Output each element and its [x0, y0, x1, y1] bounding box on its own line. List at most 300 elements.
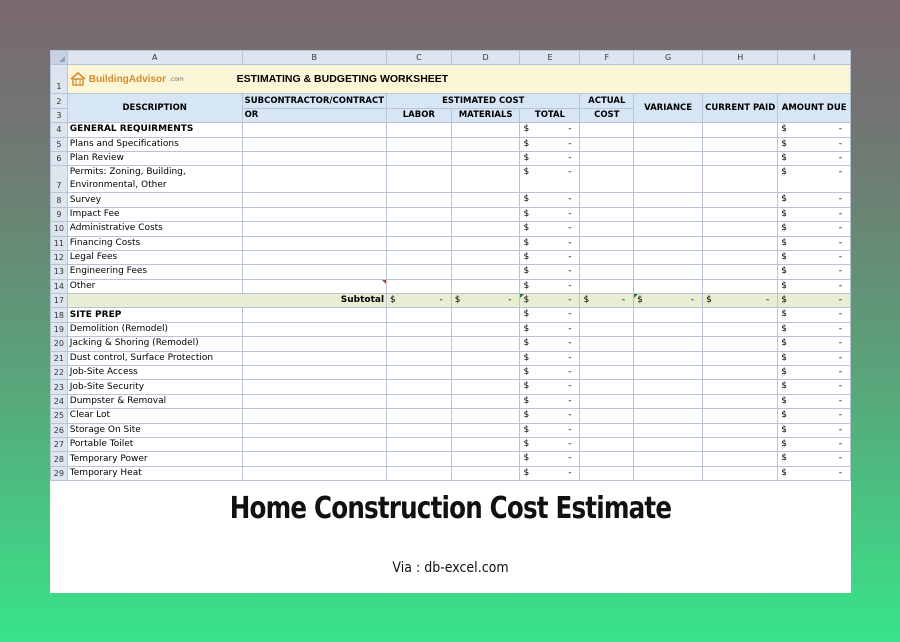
amount-due-cell[interactable]: [778, 322, 851, 336]
materials-cell[interactable]: [451, 351, 520, 365]
column-header-c[interactable]: C: [387, 51, 452, 65]
current-paid-cell[interactable]: [703, 207, 778, 221]
subcontractor-cell[interactable]: [242, 409, 386, 423]
total-cell[interactable]: [520, 137, 580, 151]
variance-cell[interactable]: [634, 279, 703, 293]
variance-cell[interactable]: [634, 337, 703, 351]
variance-cell[interactable]: [634, 466, 703, 480]
description-cell[interactable]: Dumpster & Removal: [67, 394, 242, 408]
select-all-corner[interactable]: [51, 51, 68, 65]
current-paid-cell[interactable]: [703, 265, 778, 279]
materials-header[interactable]: MATERIALS: [451, 108, 520, 122]
amount-due-cell[interactable]: [778, 151, 851, 165]
zero-dash: -: [568, 208, 572, 219]
amount-due-cell[interactable]: [778, 394, 851, 408]
total-cell[interactable]: [520, 308, 580, 322]
description-cell[interactable]: Temporary Power: [67, 452, 242, 466]
subcontractor-cell[interactable]: [242, 366, 386, 380]
currency-symbol: $: [781, 395, 788, 406]
variance-cell[interactable]: [634, 222, 703, 236]
actual-cost-cell[interactable]: [580, 151, 634, 165]
variance-cell[interactable]: [634, 437, 703, 451]
total-subtotal[interactable]: [520, 294, 580, 308]
amount-due-header[interactable]: AMOUNT DUE: [778, 94, 851, 123]
description-cell[interactable]: SITE PREP: [67, 308, 242, 322]
currency-symbol: $: [781, 295, 788, 306]
total-cell[interactable]: [520, 123, 580, 137]
column-header-f[interactable]: F: [580, 51, 634, 65]
subcontractor-cell[interactable]: [242, 207, 386, 221]
labor-cell[interactable]: [387, 409, 452, 423]
actual-cost-cell[interactable]: [580, 452, 634, 466]
current-paid-cell[interactable]: [703, 322, 778, 336]
actual-cost-cell[interactable]: [580, 394, 634, 408]
currency-symbol: $: [523, 208, 530, 219]
table-row: [51, 380, 851, 394]
current-paid-cell[interactable]: [703, 137, 778, 151]
total-cell[interactable]: [520, 394, 580, 408]
current-paid-cell[interactable]: [703, 409, 778, 423]
subcontractor-cell[interactable]: [242, 137, 386, 151]
row-header[interactable]: 7: [51, 166, 68, 193]
description-cell[interactable]: Storage On Site: [67, 423, 242, 437]
description-cell[interactable]: Legal Fees: [67, 250, 242, 264]
actual-cost-cell[interactable]: [580, 380, 634, 394]
variance-cell[interactable]: [634, 137, 703, 151]
actual-cost-cell[interactable]: [580, 123, 634, 137]
actual-cost-cell[interactable]: [580, 423, 634, 437]
actual-cost-cell[interactable]: [580, 351, 634, 365]
variance-cell[interactable]: [634, 322, 703, 336]
labor-cell[interactable]: [387, 337, 452, 351]
labor-cell[interactable]: [387, 151, 452, 165]
materials-cell[interactable]: [451, 151, 520, 165]
actual-cost-cell[interactable]: [580, 250, 634, 264]
amount-due-cell[interactable]: [778, 466, 851, 480]
row-header[interactable]: 11: [51, 236, 68, 250]
actual-cost-cell[interactable]: [580, 207, 634, 221]
labor-cell[interactable]: [387, 351, 452, 365]
description-cell[interactable]: Plans and Specifications: [67, 137, 242, 151]
variance-cell[interactable]: [634, 308, 703, 322]
table-row: [51, 322, 851, 336]
zero-dash: -: [838, 338, 842, 349]
brand-domain: .com: [169, 75, 184, 83]
total-cell[interactable]: [520, 437, 580, 451]
comment-marker[interactable]: [382, 280, 386, 284]
row-header[interactable]: 12: [51, 250, 68, 264]
actual-cost-cell[interactable]: [580, 166, 634, 193]
amount-due-cell[interactable]: [778, 250, 851, 264]
total-cell[interactable]: [520, 380, 580, 394]
current-paid-subtotal[interactable]: [703, 294, 778, 308]
materials-cell[interactable]: [451, 207, 520, 221]
row-header[interactable]: 28: [51, 452, 68, 466]
materials-cell[interactable]: [451, 279, 520, 293]
actual-cost-cell[interactable]: [580, 437, 634, 451]
zero-dash: -: [838, 167, 842, 178]
actual-cost-cell[interactable]: [580, 322, 634, 336]
amount-due-cell[interactable]: [778, 366, 851, 380]
subcontractor-cell[interactable]: [242, 308, 386, 322]
current-paid-cell[interactable]: [703, 437, 778, 451]
title-cell[interactable]: [67, 65, 850, 94]
currency-symbol: $: [781, 251, 788, 262]
column-header-e[interactable]: E: [520, 51, 580, 65]
zero-dash: -: [568, 152, 572, 163]
row-header[interactable]: 4: [51, 123, 68, 137]
column-header-a[interactable]: A: [67, 51, 242, 65]
subcontractor-header[interactable]: SUBCONTRACTOR/CONTRACT: [242, 94, 386, 108]
labor-header[interactable]: LABOR: [387, 108, 452, 122]
labor-cell[interactable]: [387, 123, 452, 137]
actual-cost-cell[interactable]: [580, 308, 634, 322]
row-header[interactable]: 5: [51, 137, 68, 151]
current-paid-cell[interactable]: [703, 166, 778, 193]
currency-symbol: $: [523, 295, 530, 306]
column-header-i[interactable]: I: [778, 51, 851, 65]
variance-cell[interactable]: [634, 380, 703, 394]
subcontractor-cell[interactable]: [242, 452, 386, 466]
amount-due-cell[interactable]: [778, 193, 851, 207]
materials-cell[interactable]: [451, 222, 520, 236]
amount-due-cell[interactable]: [778, 409, 851, 423]
total-cell[interactable]: [520, 337, 580, 351]
description-cell[interactable]: Survey: [67, 193, 242, 207]
variance-cell[interactable]: [634, 409, 703, 423]
variance-cell[interactable]: [634, 423, 703, 437]
zero-dash: -: [568, 467, 572, 478]
labor-cell[interactable]: [387, 137, 452, 151]
amount-due-cell[interactable]: [778, 351, 851, 365]
variance-header[interactable]: VARIANCE: [634, 94, 703, 123]
variance-cell[interactable]: [634, 452, 703, 466]
materials-subtotal[interactable]: [451, 294, 520, 308]
row-header[interactable]: 14: [51, 279, 68, 293]
error-marker[interactable]: [634, 294, 638, 298]
amount-due-cell[interactable]: [778, 452, 851, 466]
zero-dash: -: [568, 295, 572, 306]
labor-cell[interactable]: [387, 452, 452, 466]
labor-cell[interactable]: [387, 394, 452, 408]
actual-cost-header[interactable]: COST: [580, 108, 634, 122]
zero-dash: -: [838, 194, 842, 205]
actual-subtotal[interactable]: [580, 294, 634, 308]
labor-cell[interactable]: [387, 193, 452, 207]
materials-cell[interactable]: [451, 409, 520, 423]
materials-cell[interactable]: [451, 265, 520, 279]
description-cell[interactable]: Permits: Zoning, Building, Environmental, Other: [67, 166, 242, 193]
row-header[interactable]: 21: [51, 351, 68, 365]
row-header[interactable]: 3: [51, 108, 68, 122]
actual-cost-cell[interactable]: [580, 222, 634, 236]
labor-cell[interactable]: [387, 466, 452, 480]
amount-due-cell[interactable]: [778, 437, 851, 451]
description-cell[interactable]: Dust control, Surface Protection: [67, 351, 242, 365]
zero-dash: -: [568, 124, 572, 135]
total-cell[interactable]: [520, 351, 580, 365]
description-cell[interactable]: Other: [67, 279, 242, 293]
description-cell[interactable]: Job-Site Security: [67, 380, 242, 394]
subcontractor-cell[interactable]: [242, 236, 386, 250]
materials-cell[interactable]: [451, 166, 520, 193]
materials-cell[interactable]: [451, 250, 520, 264]
materials-cell[interactable]: [451, 322, 520, 336]
total-cell[interactable]: [520, 366, 580, 380]
amount-due-cell[interactable]: [778, 265, 851, 279]
amount-due-cell[interactable]: [778, 380, 851, 394]
current-paid-cell[interactable]: [703, 222, 778, 236]
table-row: [51, 394, 851, 408]
labor-cell[interactable]: [387, 222, 452, 236]
total-cell[interactable]: [520, 466, 580, 480]
materials-cell[interactable]: [451, 123, 520, 137]
description-cell[interactable]: Clear Lot: [67, 409, 242, 423]
amount-due-cell[interactable]: [778, 207, 851, 221]
current-paid-header[interactable]: CURRENT PAID: [703, 94, 778, 123]
total-cell[interactable]: [520, 250, 580, 264]
variance-cell[interactable]: [634, 394, 703, 408]
total-cell[interactable]: [520, 409, 580, 423]
labor-cell[interactable]: [387, 423, 452, 437]
amount-due-cell[interactable]: [778, 337, 851, 351]
site-prep-block: [51, 308, 851, 481]
actual-cost-cell[interactable]: [580, 265, 634, 279]
labor-cell[interactable]: [387, 250, 452, 264]
labor-cell[interactable]: [387, 308, 452, 322]
current-paid-cell[interactable]: [703, 250, 778, 264]
description-cell[interactable]: GENERAL REQUIRMENTS: [67, 123, 242, 137]
spreadsheet: [50, 50, 851, 482]
amount-due-cell[interactable]: [778, 236, 851, 250]
subcontractor-cell[interactable]: [242, 337, 386, 351]
amount-due-cell[interactable]: [778, 423, 851, 437]
currency-symbol: $: [523, 309, 530, 320]
currency-symbol: $: [781, 381, 788, 392]
variance-subtotal[interactable]: [634, 294, 703, 308]
row-header[interactable]: 8: [51, 193, 68, 207]
description-cell[interactable]: Financing Costs: [67, 236, 242, 250]
current-paid-cell[interactable]: [703, 394, 778, 408]
total-cell[interactable]: [520, 279, 580, 293]
variance-cell[interactable]: [634, 193, 703, 207]
description-cell[interactable]: Temporary Heat: [67, 466, 242, 480]
materials-cell[interactable]: [451, 308, 520, 322]
row-header[interactable]: 2: [51, 94, 68, 108]
actual-cost-cell[interactable]: [580, 279, 634, 293]
materials-cell[interactable]: [451, 236, 520, 250]
labor-cell[interactable]: [387, 236, 452, 250]
actual-cost-cell[interactable]: [580, 337, 634, 351]
materials-cell[interactable]: [451, 437, 520, 451]
labor-cell[interactable]: [387, 322, 452, 336]
subcontractor-cell[interactable]: [242, 265, 386, 279]
variance-cell[interactable]: [634, 351, 703, 365]
subcontractor-cell[interactable]: [242, 351, 386, 365]
actual-cost-cell[interactable]: [580, 137, 634, 151]
subcontractor-cell[interactable]: [242, 222, 386, 236]
row-header[interactable]: 6: [51, 151, 68, 165]
variance-cell[interactable]: [634, 166, 703, 193]
total-cell[interactable]: [520, 236, 580, 250]
column-header-d[interactable]: D: [451, 51, 520, 65]
materials-cell[interactable]: [451, 452, 520, 466]
total-cell[interactable]: [520, 322, 580, 336]
estimated-cost-header[interactable]: ESTIMATED COST: [387, 94, 580, 108]
row-header[interactable]: 18: [51, 308, 68, 322]
subcontractor-cell[interactable]: [242, 250, 386, 264]
materials-cell[interactable]: [451, 137, 520, 151]
current-paid-cell[interactable]: [703, 466, 778, 480]
materials-cell[interactable]: [451, 193, 520, 207]
current-paid-cell[interactable]: [703, 337, 778, 351]
amount-due-cell[interactable]: [778, 279, 851, 293]
materials-cell[interactable]: [451, 366, 520, 380]
amount-due-cell[interactable]: [778, 123, 851, 137]
materials-cell[interactable]: [451, 394, 520, 408]
row-header[interactable]: 13: [51, 265, 68, 279]
variance-cell[interactable]: [634, 265, 703, 279]
row-header[interactable]: 24: [51, 394, 68, 408]
variance-cell[interactable]: [634, 366, 703, 380]
currency-symbol: $: [523, 167, 530, 178]
zero-dash: -: [568, 410, 572, 421]
variance-cell[interactable]: [634, 207, 703, 221]
labor-cell[interactable]: [387, 366, 452, 380]
total-header[interactable]: TOTAL: [520, 108, 580, 122]
description-cell[interactable]: Demolition (Remodel): [67, 322, 242, 336]
row-header[interactable]: 22: [51, 366, 68, 380]
total-cell[interactable]: [520, 452, 580, 466]
subcontractor-cell[interactable]: [242, 151, 386, 165]
description-cell[interactable]: Engineering Fees: [67, 265, 242, 279]
materials-cell[interactable]: [451, 380, 520, 394]
actual-cost-cell[interactable]: [580, 193, 634, 207]
description-cell[interactable]: Portable Toilet: [67, 437, 242, 451]
labor-cell[interactable]: [387, 437, 452, 451]
currency-symbol: $: [523, 152, 530, 163]
total-cell[interactable]: [520, 423, 580, 437]
table-row: [51, 236, 851, 250]
actual-header[interactable]: ACTUAL: [580, 94, 634, 108]
current-paid-cell[interactable]: [703, 423, 778, 437]
total-cell[interactable]: [520, 265, 580, 279]
actual-cost-cell[interactable]: [580, 466, 634, 480]
current-paid-cell[interactable]: [703, 236, 778, 250]
actual-cost-cell[interactable]: [580, 366, 634, 380]
amount-due-cell[interactable]: [778, 137, 851, 151]
column-header-h[interactable]: H: [703, 51, 778, 65]
amount-due-cell[interactable]: [778, 222, 851, 236]
current-paid-cell[interactable]: [703, 366, 778, 380]
row-header[interactable]: 29: [51, 466, 68, 480]
column-header-g[interactable]: G: [634, 51, 703, 65]
row-header[interactable]: 23: [51, 380, 68, 394]
row-header[interactable]: 27: [51, 437, 68, 451]
row-header[interactable]: 25: [51, 409, 68, 423]
actual-cost-cell[interactable]: [580, 409, 634, 423]
subcontractor-header-cont[interactable]: OR: [242, 108, 386, 122]
subtotal-label[interactable]: Subtotal: [67, 294, 386, 308]
labor-cell[interactable]: [387, 279, 452, 293]
description-header[interactable]: DESCRIPTION: [67, 94, 242, 123]
current-paid-cell[interactable]: [703, 452, 778, 466]
current-paid-cell[interactable]: [703, 151, 778, 165]
current-paid-cell[interactable]: [703, 380, 778, 394]
subcontractor-cell[interactable]: [242, 279, 386, 293]
row-header[interactable]: 10: [51, 222, 68, 236]
total-cell[interactable]: [520, 166, 580, 193]
zero-dash: -: [568, 138, 572, 149]
error-marker[interactable]: [520, 294, 524, 298]
labor-cell[interactable]: [387, 265, 452, 279]
zero-dash: -: [766, 295, 770, 306]
current-paid-cell[interactable]: [703, 351, 778, 365]
total-cell[interactable]: [520, 207, 580, 221]
current-paid-cell[interactable]: [703, 308, 778, 322]
description-cell[interactable]: Administrative Costs: [67, 222, 242, 236]
labor-cell[interactable]: [387, 207, 452, 221]
title-row: [51, 65, 851, 94]
total-cell[interactable]: [520, 151, 580, 165]
row-header[interactable]: 26: [51, 423, 68, 437]
current-paid-cell[interactable]: [703, 193, 778, 207]
variance-cell[interactable]: [634, 250, 703, 264]
variance-cell[interactable]: [634, 123, 703, 137]
actual-cost-cell[interactable]: [580, 236, 634, 250]
currency-symbol: $: [781, 280, 788, 291]
zero-dash: -: [690, 295, 695, 306]
subcontractor-cell[interactable]: [242, 466, 386, 480]
subcontractor-cell[interactable]: [242, 380, 386, 394]
total-cell[interactable]: [520, 222, 580, 236]
total-cell[interactable]: [520, 193, 580, 207]
subcontractor-cell[interactable]: [242, 193, 386, 207]
row-header[interactable]: 20: [51, 337, 68, 351]
subcontractor-cell[interactable]: [242, 322, 386, 336]
current-paid-cell[interactable]: [703, 123, 778, 137]
zero-dash: -: [838, 237, 842, 248]
table-row: [51, 279, 851, 293]
materials-cell[interactable]: [451, 337, 520, 351]
labor-cell[interactable]: [387, 166, 452, 193]
column-header-b[interactable]: B: [242, 51, 386, 65]
row-header[interactable]: 1: [51, 65, 68, 94]
amount-due-cell[interactable]: [778, 166, 851, 193]
amount-due-subtotal[interactable]: [778, 294, 851, 308]
current-paid-cell[interactable]: [703, 279, 778, 293]
materials-cell[interactable]: [451, 466, 520, 480]
variance-cell[interactable]: [634, 236, 703, 250]
subcontractor-cell[interactable]: [242, 394, 386, 408]
row-header[interactable]: 9: [51, 207, 68, 221]
description-cell[interactable]: Impact Fee: [67, 207, 242, 221]
row-header[interactable]: 17: [51, 294, 68, 308]
labor-cell[interactable]: [387, 380, 452, 394]
materials-cell[interactable]: [451, 423, 520, 437]
subcontractor-cell[interactable]: [242, 123, 386, 137]
description-cell[interactable]: Plan Review: [67, 151, 242, 165]
row-header[interactable]: 19: [51, 322, 68, 336]
labor-subtotal[interactable]: [387, 294, 452, 308]
subcontractor-cell[interactable]: [242, 437, 386, 451]
amount-due-cell[interactable]: [778, 308, 851, 322]
subcontractor-cell[interactable]: [242, 166, 386, 193]
description-cell[interactable]: Jacking & Shoring (Remodel): [67, 337, 242, 351]
subcontractor-cell[interactable]: [242, 423, 386, 437]
variance-cell[interactable]: [634, 151, 703, 165]
description-cell[interactable]: Job-Site Access: [67, 366, 242, 380]
